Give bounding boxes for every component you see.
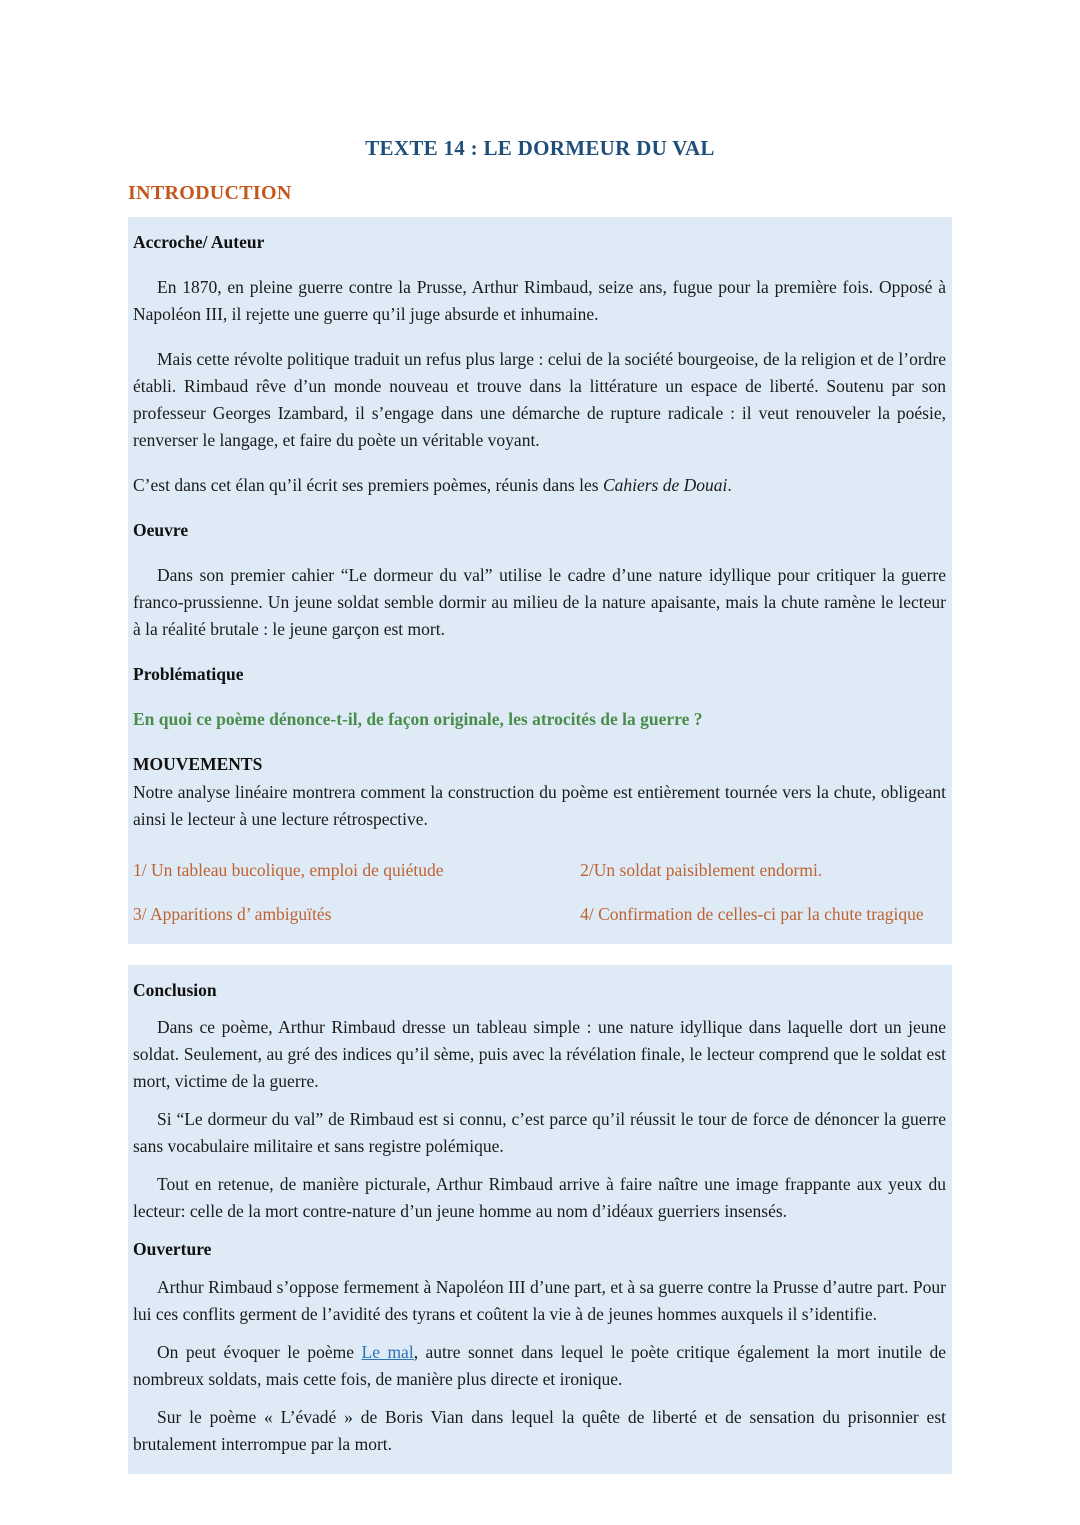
ouverture-heading: Ouverture [133,1239,212,1259]
problematique-question: En quoi ce poème dénonce-t-il, de façon originale, les atrocités de la guerre ? [133,709,703,729]
paragraph-text: . [727,475,732,495]
paragraph-text: , autre sonnet dans lequel le poète critique également la mort inutile de nombreux soldats, mais cette fois, de manière plus directe et ironique. [133,1342,947,1389]
accroche-heading: Accroche/ Auteur [133,232,265,252]
mouvements-intro: Notre analyse linéaire montrera comment la construction du poème est entièrement tournée vers la chute, obligeant ainsi le lecteur à une lecture rétrospective. [133,782,946,829]
accroche-paragraph-3 [133,472,946,499]
page-title: TEXTE 14 : LE DORMEUR DU VAL [365,136,715,160]
introduction-heading: INTRODUCTION [128,182,292,204]
paragraph-text: On peut évoquer le poème [157,1342,362,1362]
paragraph-text: C’est dans cet élan qu’il écrit ses premiers poèmes, réunis dans les [133,475,603,495]
ouverture-paragraph-2 [133,1339,946,1393]
accroche-paragraph-1: En 1870, en pleine guerre contre la Prusse, Arthur Rimbaud, seize ans, fugue pour la première fois. Opposé à Napoléon III, il rejette une guerre qu’il juge absurde et inhumaine. [133,277,946,324]
ouverture-paragraph-1: Arthur Rimbaud s’oppose fermement à Napoléon III d’une part, et à sa guerre contre la Prusse d’autre part. Pour lui ces conflits germent de l’avidité des tyrans et coûtent la vie à de jeunes hommes auxquels il s’identifie. [133,1277,946,1324]
conclusion-paragraph-3: Tout en retenue, de manière picturale, Arthur Rimbaud arrive à faire naître une image frappante aux yeux du lecteur: celle de la mort contre-nature d’un jeune homme au nom d’idéaux guerriers insensés. [133,1174,946,1221]
conclusion-paragraph-2: Si “Le dormeur du val” de Rimbaud est si connu, c’est parce qu’il réussit le tour de force de dénoncer la guerre sans vocabulaire militaire et sans registre polémique. [133,1109,946,1156]
ouverture-paragraph-3: Sur le poème « L’évadé » de Boris Vian dans lequel la quête de liberté et de sensation du prisonnier est brutalement interrompue par la mort. [133,1407,946,1454]
movement-item-4: 4/ Confirmation de celles-ci par la chute tragique [580,904,924,924]
conclusion-heading: Conclusion [133,980,217,1000]
oeuvre-heading: Oeuvre [133,520,189,540]
movement-item-1: 1/ Un tableau bucolique, emploi de quiétude [133,860,444,880]
oeuvre-paragraph: Dans son premier cahier “Le dormeur du val” utilise le cadre d’une nature idyllique pour critiquer la guerre franco-prussienne. Un jeune soldat semble dormir au milieu de la nature apaisante, mais la chute ramène le lecteur à la réalité brutale : le jeune garçon est mort. [133,565,946,639]
conclusion-paragraph-1: Dans ce poème, Arthur Rimbaud dresse un tableau simple : une nature idyllique dans laquelle dort un jeune soldat. Seulement, au gré des indices qu’il sème, puis avec la révélation finale, le lecteur comprend que le soldat est mort, victime de la guerre. [133,1017,946,1091]
le-mal-link[interactable]: Le mal [361,1342,414,1362]
problematique-heading: Problématique [133,664,244,684]
cahiers-de-douai-title: Cahiers de Douai [602,475,728,495]
document-content [128,136,952,1474]
movement-item-2: 2/Un soldat paisiblement endormi. [580,860,823,880]
conclusion-panel [128,965,952,1474]
accroche-paragraph-2: Mais cette révolte politique traduit un refus plus large : celui de la société bourgeoise, de la religion et de l’ordre établi. Rimbaud rêve d’un monde nouveau et trouve dans la littérature un espace de liberté. Soutenu par son professeur Georges Izambard, il s’engage dans une démarche de rupture radicale : il veut renouveler la poésie, renverser le langage, et faire du poète un véritable voyant. [133,349,946,450]
movement-item-3: 3/ Apparitions d’ ambiguïtés [133,904,332,924]
introduction-panel [128,217,952,944]
movements-grid [133,857,946,928]
mouvements-heading: MOUVEMENTS [133,754,263,774]
